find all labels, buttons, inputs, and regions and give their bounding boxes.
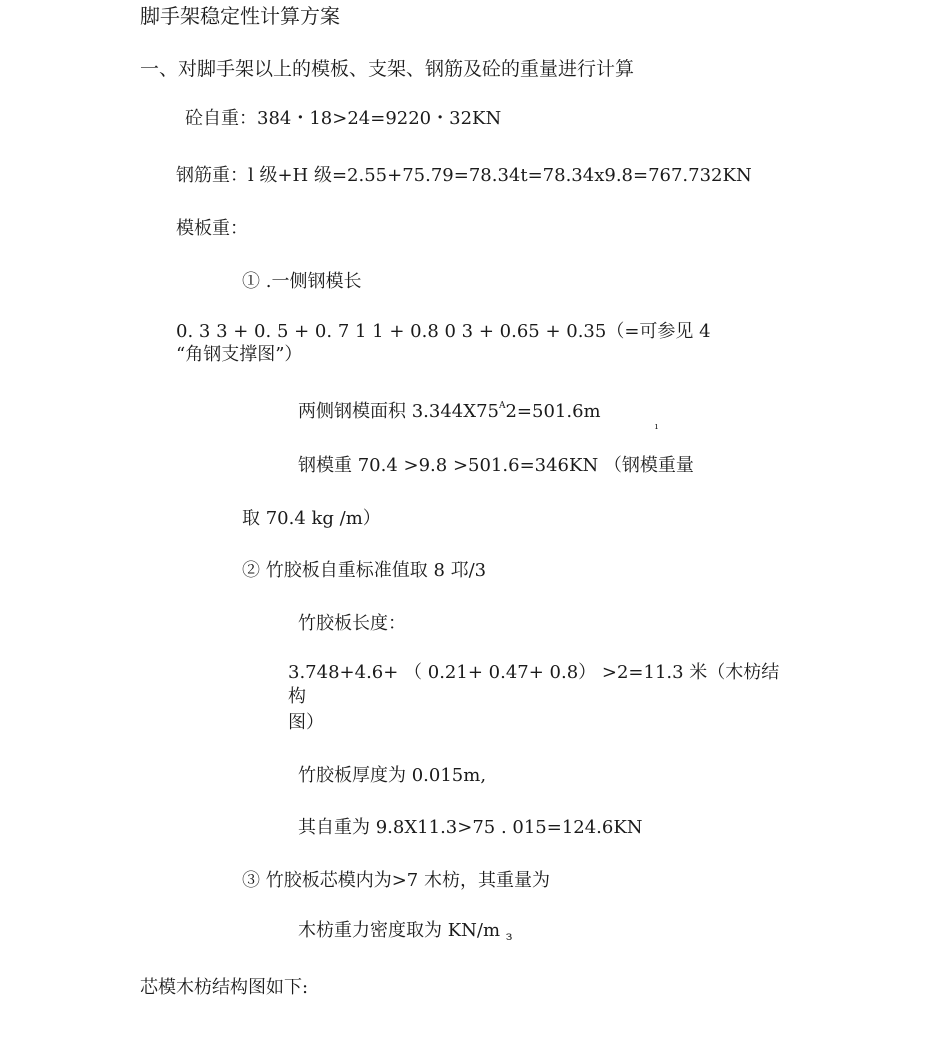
item-2-heading: ② 竹胶板自重标准值取 8 邛/3: [242, 560, 487, 581]
document-title: 脚手架稳定性计算方案: [140, 4, 340, 28]
item-3-heading: ③ 竹胶板芯模内为>7 木枋，其重量为: [242, 870, 550, 891]
item-1-area-superscript: A: [498, 401, 506, 411]
item-2-self-weight-line: 其自重为 9.8X11.3>75 . 015=124.6KN: [298, 817, 643, 838]
item-2-length-line-1: 3.748+4.6+ （ 0.21+ 0.47+ 0.8） >2=11.3 米（木枋结: [288, 662, 780, 683]
item-3-density-line: [298, 920, 512, 943]
item-1-area-text: 两侧钢模面积 3.344X75: [298, 401, 499, 422]
rebar-weight-line: 钢筋重：l 级+H 级=2.55+75.79=78.34t=78.34x9.8=767.732KN: [176, 165, 752, 186]
item-3-density-text: 木枋重力密度取为 KN/m: [298, 920, 501, 941]
core-formwork-caption: 芯模木枋结构图如下:: [140, 977, 309, 998]
item-2-length-line-3: 图）: [288, 712, 324, 733]
item-2-length-label: 竹胶板长度：: [298, 613, 406, 634]
item-2-length-line-2: 构: [288, 686, 306, 707]
item-1-heading: ① .一侧钢模长: [242, 271, 362, 292]
item-2-thickness-line: 竹胶板厚度为 0.015m,: [298, 765, 487, 786]
stray-mark: ı: [655, 422, 658, 432]
item-1-weight-line: 钢模重 70.4 >9.8 >501.6=346KN （钢模重量: [298, 455, 694, 476]
formwork-weight-label: 模板重：: [176, 218, 248, 239]
item-1-formula-line-1: 0. 3 3 + 0. 5 + 0. 7 1 1 + 0.8 0 3 + 0.65 + 0.35（=可参见 4: [176, 321, 711, 342]
item-1-weight-continuation: 取 70.4 kg /m）: [242, 508, 381, 529]
concrete-weight-line: 砼自重：384・18>24=9220・32KN: [185, 108, 502, 129]
item-1-area-result: 2=501.6m: [505, 401, 601, 422]
item-1-formula-line-2: “角钢支撑图”）: [176, 344, 303, 365]
item-1-area-line: [298, 401, 601, 426]
section-1-heading: 一、对脚手架以上的模板、支架、钢筋及砼的重量进行计算: [140, 58, 635, 80]
item-3-density-unit-exponent: з: [505, 929, 513, 943]
